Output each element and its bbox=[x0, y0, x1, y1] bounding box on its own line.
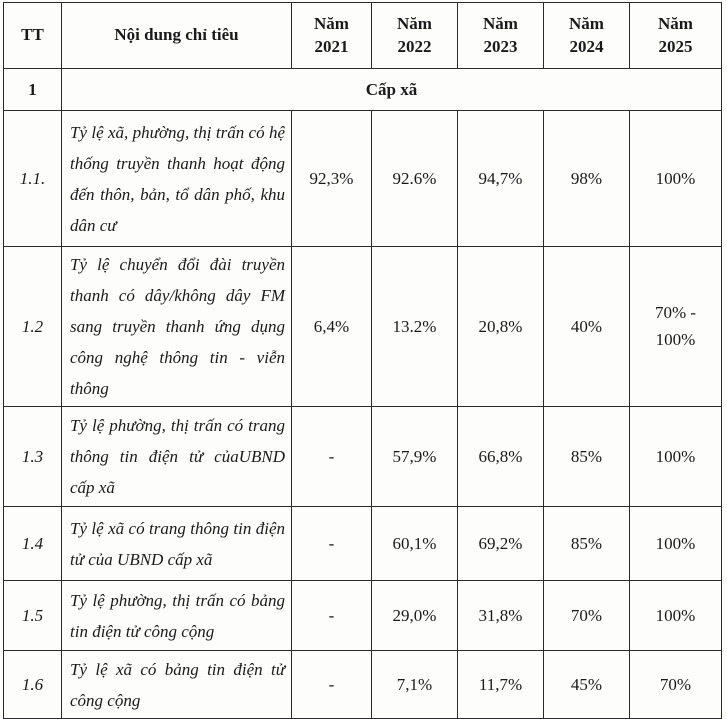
value-2021: - bbox=[292, 407, 372, 507]
value-2021: 92,3% bbox=[292, 111, 372, 247]
section-number: 1 bbox=[4, 69, 62, 111]
value-2022: 60,1% bbox=[372, 507, 458, 581]
row-content: Tỷ lệ phường, thị trấn có trang thông tin điện tử củaUBND cấp xã bbox=[62, 407, 292, 507]
value-2023: 94,7% bbox=[458, 111, 544, 247]
table-row bbox=[4, 507, 722, 581]
value-2023: 66,8% bbox=[458, 407, 544, 507]
header-year-2022: Năm 2022 bbox=[372, 3, 458, 69]
table-row bbox=[4, 651, 722, 719]
value-2025: 100% bbox=[630, 407, 722, 507]
header-row bbox=[4, 3, 722, 69]
row-content: Tỷ lệ xã có trang thông tin điện tử của UBND cấp xã bbox=[62, 507, 292, 581]
row-content: Tỷ lệ chuyển đổi đài truyền thanh có dây/không dây FM sang truyền thanh ứng dụng công nghệ thông tin - viễn thông bbox=[62, 247, 292, 407]
value-2025: 100% bbox=[630, 581, 722, 651]
section-title: Cấp xã bbox=[62, 69, 722, 111]
section-row bbox=[4, 69, 722, 111]
value-2024: 85% bbox=[544, 507, 630, 581]
header-tt: TT bbox=[4, 3, 62, 69]
value-2021: 6,4% bbox=[292, 247, 372, 407]
row-content: Tỷ lệ xã có bảng tin điện tử công cộng bbox=[62, 651, 292, 719]
value-2023: 31,8% bbox=[458, 581, 544, 651]
header-year-2023: Năm 2023 bbox=[458, 3, 544, 69]
row-number: 1.2 bbox=[4, 247, 62, 407]
value-2023: 20,8% bbox=[458, 247, 544, 407]
value-2024: 70% bbox=[544, 581, 630, 651]
row-number: 1.4 bbox=[4, 507, 62, 581]
row-number: 1.3 bbox=[4, 407, 62, 507]
value-2021: - bbox=[292, 581, 372, 651]
header-year-2025: Năm 2025 bbox=[630, 3, 722, 69]
table-row bbox=[4, 247, 722, 407]
table-row bbox=[4, 581, 722, 651]
value-2022: 92.6% bbox=[372, 111, 458, 247]
indicator-table bbox=[3, 2, 722, 719]
header-year-2024: Năm 2024 bbox=[544, 3, 630, 69]
value-2024: 45% bbox=[544, 651, 630, 719]
value-2022: 57,9% bbox=[372, 407, 458, 507]
value-2022: 13.2% bbox=[372, 247, 458, 407]
value-2025: 100% bbox=[630, 507, 722, 581]
row-content: Tỷ lệ phường, thị trấn có bảng tin điện tử công cộng bbox=[62, 581, 292, 651]
value-2024: 85% bbox=[544, 407, 630, 507]
table-row bbox=[4, 407, 722, 507]
table-row bbox=[4, 111, 722, 247]
row-content: Tỷ lệ xã, phường, thị trấn có hệ thống truyền thanh hoạt động đến thôn, bản, tổ dân phố, khu dân cư bbox=[62, 111, 292, 247]
value-2021: - bbox=[292, 507, 372, 581]
value-2025: 100% bbox=[630, 111, 722, 247]
value-2023: 69,2% bbox=[458, 507, 544, 581]
row-number: 1.6 bbox=[4, 651, 62, 719]
value-2025: 70% - 100% bbox=[630, 247, 722, 407]
header-year-2021: Năm 2021 bbox=[292, 3, 372, 69]
row-number: 1.5 bbox=[4, 581, 62, 651]
value-2024: 40% bbox=[544, 247, 630, 407]
header-content: Nội dung chỉ tiêu bbox=[62, 3, 292, 69]
value-2024: 98% bbox=[544, 111, 630, 247]
value-2021: - bbox=[292, 651, 372, 719]
value-2023: 11,7% bbox=[458, 651, 544, 719]
value-2025: 70% bbox=[630, 651, 722, 719]
row-number: 1.1. bbox=[4, 111, 62, 247]
value-2022: 7,1% bbox=[372, 651, 458, 719]
value-2022: 29,0% bbox=[372, 581, 458, 651]
